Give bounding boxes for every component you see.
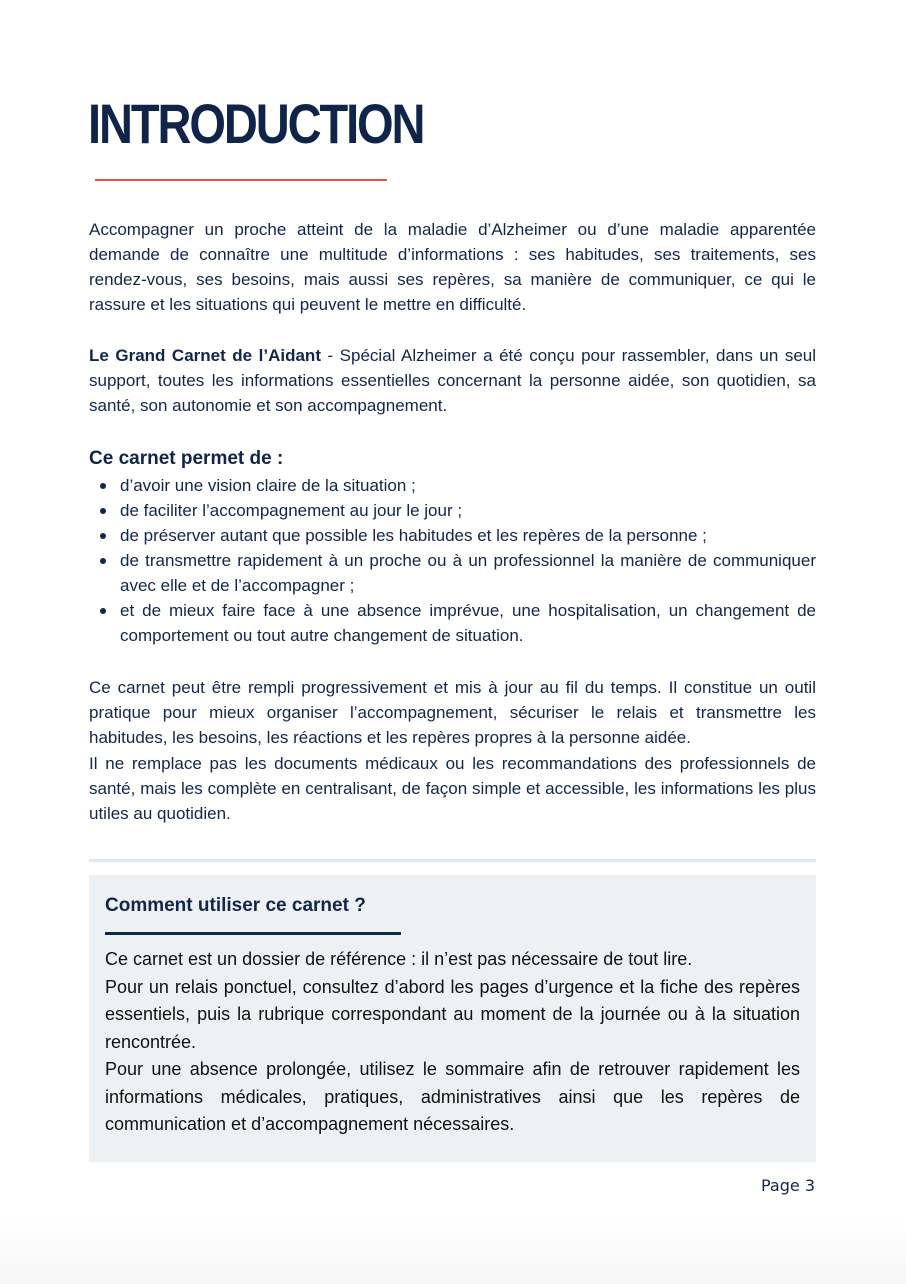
usage-line: Pour un relais ponctuel, consultez d’abord les pages d’urgence et la fiche des repères essentiels, puis la rubrique correspondant au moment de la journée ou à la situation rencontrée. (105, 976, 800, 1052)
closing-paragraph-disclaimer: Il ne remplace pas les documents médicaux ou les recommandations des professionnels de santé, mais les complète en centralisant, de façon simple et accessible, les informations les plus utiles au quotidien. (89, 754, 816, 823)
bullet-icon (100, 483, 106, 489)
intro-paragraph: Accompagner un proche atteint de la maladie d’Alzheimer ou d’une maladie apparentée demande de connaître une multitude d’informations : ses habitudes, ses traitements, ses rendez-vous, ses besoins, mais aussi ses repères, sa manière de communiquer, ce qui le rassure et les situations qui peuvent le mettre en difficulté. (89, 220, 816, 314)
list-item (89, 523, 816, 548)
usage-heading: Comment utiliser ce carnet ? (105, 895, 366, 916)
list-item-text: de faciliter l’accompagnement au jour le jour ; (120, 501, 463, 520)
page-title: INTRODUCTION (88, 92, 424, 155)
bullet-icon (100, 608, 106, 614)
usage-line: Ce carnet est un dossier de référence : il n’est pas nécessaire de tout lire. (105, 949, 693, 969)
page-number: Page 3 (761, 1176, 815, 1195)
list-item (89, 473, 816, 498)
usage-line: Pour une absence prolongée, utilisez le sommaire afin de retrouver rapidement les informations médicales, pratiques, administratives ainsi que les repères de communication et d’accompagnement nécessaires. (105, 1059, 800, 1134)
list-item (89, 598, 816, 648)
closing-paragraph: Ce carnet peut être rempli progressivement et mis à jour au fil du temps. Il constitue un outil pratique pour mieux organiser l’accompagnement, sécuriser le relais et transmettre les habitudes, les besoins, les réactions et les repères propres à la personne aidée. (89, 678, 816, 747)
bullet-icon (100, 508, 106, 514)
purpose-heading: Ce carnet permet de : (89, 448, 284, 469)
list-item-text: de préserver autant que possible les habitudes et les repères de la personne ; (120, 526, 707, 545)
list-item (89, 548, 816, 598)
usage-text (105, 946, 800, 1139)
carnet-name: Le Grand Carnet de l’Aidant (89, 346, 321, 365)
bullet-icon (100, 558, 106, 564)
title-underline (95, 179, 387, 181)
list-item-text: de transmettre rapidement à un proche ou à un professionnel la manière de communiquer avec elle et de l’accompagner ; (120, 551, 816, 595)
page-bottom-shadow (0, 1214, 906, 1284)
section-divider (89, 859, 816, 862)
list-item (89, 498, 816, 523)
usage-heading-underline (105, 932, 401, 935)
bullet-icon (100, 533, 106, 539)
intro-paragraph-carnet (89, 343, 816, 418)
carnet-description: - Spécial Alzheimer a été conçu pour rassembler, dans un seul support, toutes les informations essentielles concernant la personne aidée, son quotidien, sa santé, son autonomie et son accompagnement. (89, 346, 817, 415)
purpose-list (89, 473, 816, 648)
list-item-text: et de mieux faire face à une absence imprévue, une hospitalisation, un changement de comportement ou tout autre changement de situation. (120, 601, 816, 645)
usage-info-box (89, 875, 816, 1162)
list-item-text: d’avoir une vision claire de la situation ; (120, 476, 416, 495)
